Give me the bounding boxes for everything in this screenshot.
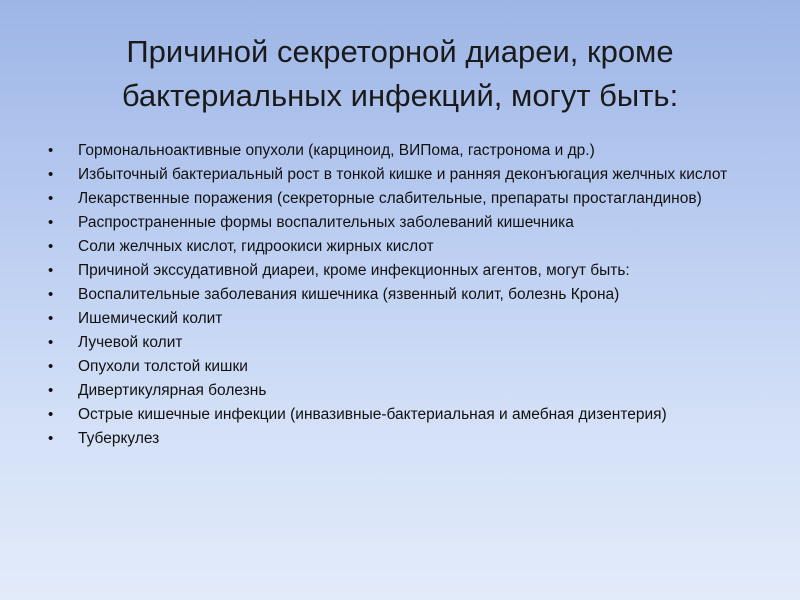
- list-item: [48, 406, 760, 424]
- title-line-2: бактериальных инфекций, могут быть:: [121, 78, 679, 113]
- bullet-icon: •: [48, 190, 54, 207]
- bullet-icon: •: [48, 286, 54, 303]
- bullet-icon: •: [48, 142, 54, 159]
- list-item: [48, 310, 760, 328]
- list-item-text: Ишемический колит: [78, 310, 223, 327]
- bullet-icon: •: [48, 214, 54, 231]
- list-item: [48, 262, 760, 280]
- list-item-text: Опухоли толстой кишки: [78, 358, 248, 375]
- list-item-text: Туберкулез: [78, 430, 160, 447]
- list-item-text: Острые кишечные инфекции (инвазивные-бактериальная и амебная дизентерия): [78, 406, 667, 423]
- slide-title: [40, 30, 760, 118]
- list-item: [48, 190, 760, 208]
- list-item: [48, 430, 760, 448]
- list-item: [48, 334, 760, 352]
- bullet-icon: •: [48, 238, 54, 255]
- title-line-1: Причиной секреторной диареи, кроме: [126, 34, 674, 69]
- list-item-text: Дивертикулярная болезнь: [78, 382, 267, 399]
- bullet-icon: •: [48, 166, 54, 183]
- list-item-text: Лекарственные поражения (секреторные слабительные, препараты простагландинов): [78, 190, 702, 207]
- bullet-icon: •: [48, 382, 54, 399]
- bullet-icon: •: [48, 430, 54, 447]
- bullet-list: [48, 142, 760, 454]
- list-item-text: Гормональноактивные опухоли (карциноид, ВИПома, гастронома и др.): [78, 142, 595, 159]
- list-item: [48, 166, 760, 184]
- bullet-icon: •: [48, 262, 54, 279]
- list-item: [48, 142, 760, 160]
- list-item: [48, 286, 760, 304]
- list-item-text: Воспалительные заболевания кишечника (язвенный колит, болезнь Крона): [78, 286, 620, 303]
- list-item: [48, 382, 760, 400]
- bullet-icon: •: [48, 406, 54, 423]
- list-item: [48, 238, 760, 256]
- list-item-text: Распространенные формы воспалительных заболеваний кишечника: [78, 214, 574, 231]
- list-item: [48, 214, 760, 232]
- list-item-text: Избыточный бактериальный рост в тонкой кишке и ранняя деконъюгация желчных кислот: [78, 166, 728, 183]
- bullet-icon: •: [48, 358, 54, 375]
- bullet-icon: •: [48, 310, 54, 327]
- bullet-icon: •: [48, 334, 54, 351]
- list-item-text: Лучевой колит: [78, 334, 183, 351]
- list-item-text: Причиной экссудативной диареи, кроме инфекционных агентов, могут быть:: [78, 262, 630, 279]
- list-item: [48, 358, 760, 376]
- list-item-text: Соли желчных кислот, гидроокиси жирных кислот: [78, 238, 434, 255]
